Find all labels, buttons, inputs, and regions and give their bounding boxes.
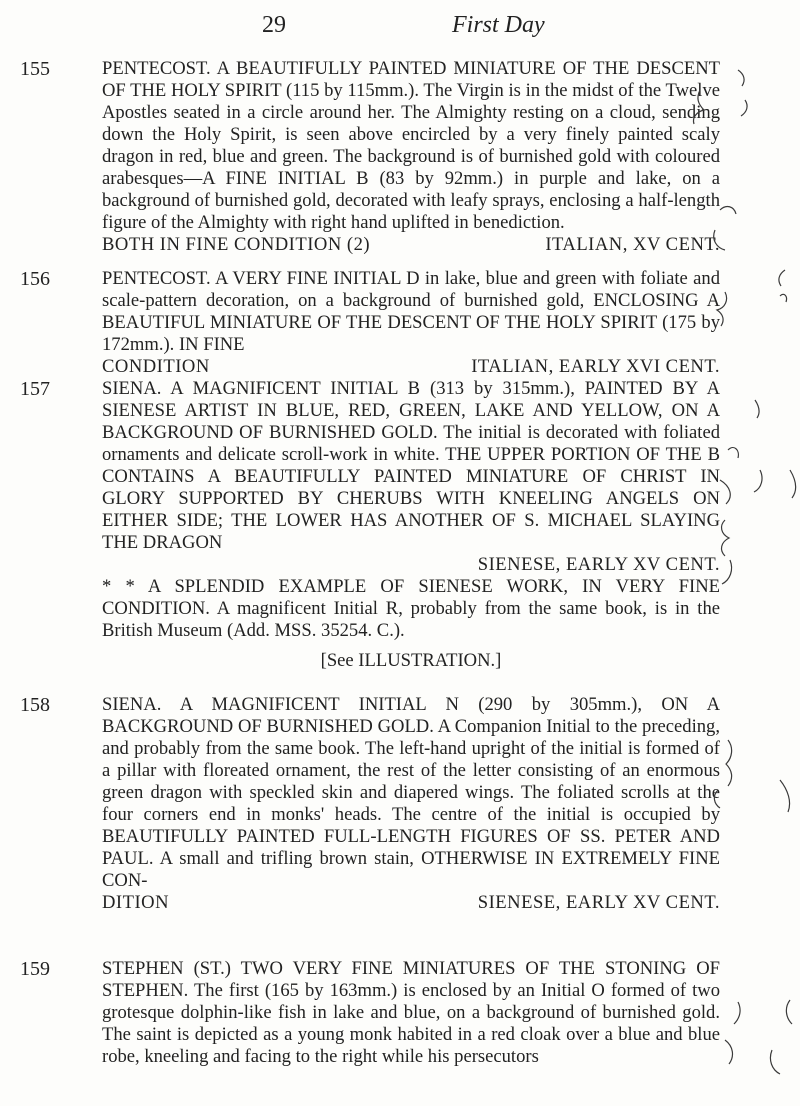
lot-number: 155 xyxy=(20,58,50,80)
condition-note: DITION xyxy=(102,892,170,913)
doodle-stroke xyxy=(714,207,785,286)
catalogue-entry xyxy=(20,268,720,378)
page-number: 29 xyxy=(262,12,286,38)
catalogue-entry xyxy=(20,58,720,256)
lot-number: 156 xyxy=(20,268,50,290)
attribution: ITALIAN, EARLY XVI CENT. xyxy=(471,356,720,377)
lot-number: 159 xyxy=(20,958,50,980)
doodle-stroke xyxy=(717,292,787,326)
catalogue-entry xyxy=(20,378,720,672)
attribution: SIENESE, EARLY XV CENT. xyxy=(477,554,720,575)
condition-note: BOTH IN FINE CONDITION (2) xyxy=(102,234,371,255)
entry-description: STEPHEN (ST.) TWO VERY FINE MINIATURES OF THE STONING OF STEPHEN. The first (165 by 163mm.) is enclosed by an Initial O formed of two grotesque dolphin-like fish in lake and blue, on a background of burnished gold. The saint is depicted as a young monk habited in a red cloak over a blue and blue robe, kneeling and facing to the right while his persecutors xyxy=(102,958,720,1067)
entry-description: PENTECOST. A BEAUTIFULLY PAINTED MINIATURE OF THE DESCENT OF THE HOLY SPIRIT (115 by 115mm.). The Virgin is in the midst of the Twelve Apostles seated in a circle around her. The Almighty resting on a cloud, sending down the Holy Spirit, is seen above encircled by a very finely painted scaly dragon in red, blue and green. The background is of burnished gold with coloured arabesques—A FINE INITIAL B (83 by 92mm.) in purple and lake, on a background of burnished gold, decorated with leafy sprays, enclosing a half-length figure of the Almighty with right hand uplifted in benediction. xyxy=(102,58,720,233)
doodle-stroke xyxy=(725,1000,792,1074)
illustration-reference: [See ILLUSTRATION.] xyxy=(320,650,502,671)
catalogue-entry xyxy=(20,958,720,1068)
doodle-stroke xyxy=(714,740,789,812)
entry-tail xyxy=(102,356,720,378)
catalogue-entry xyxy=(20,694,720,914)
attribution: ITALIAN, XV CENT. xyxy=(545,234,720,255)
entry-tail xyxy=(102,892,720,914)
lot-number: 158 xyxy=(20,694,50,716)
entry-tail xyxy=(102,234,720,256)
condition-note: CONDITION xyxy=(102,356,210,377)
entry-note: * * A SPLENDID EXAMPLE OF SIENESE WORK, IN VERY FINE CONDITION. A magnificent Initial R, probably from the same book, is in the British Museum (Add. MSS. 35254. C.). xyxy=(102,576,720,641)
doodle-stroke xyxy=(722,520,732,584)
entry-tail xyxy=(102,554,720,576)
attribution: SIENESE, EARLY XV CENT. xyxy=(477,892,720,913)
lot-number: 157 xyxy=(20,378,50,400)
page-header xyxy=(0,12,800,44)
entry-description: SIENA. A MAGNIFICENT INITIAL N (290 by 305mm.), ON A BACKGROUND OF BURNISHED GOLD. A Companion Initial to the preceding, and probably from the same book. The left-hand upright of the initial is formed of a pillar with floreated ornament, the rest of the letter consisting of an enormous green dragon with speckled skin and diapered wings. The foliated scrolls at the four corners end in monks' heads. The centre of the initial is occupied by BEAUTIFULLY PAINTED FULL-LENGTH FIGURES OF SS. PETER AND PAUL. A small and trifling brown stain, OTHERWISE IN EXTREMELY FINE CON- xyxy=(102,694,720,891)
doodle-stroke xyxy=(720,400,796,504)
entry-description: SIENA. A MAGNIFICENT INITIAL B (313 by 315mm.), PAINTED BY A SIENESE ARTIST IN BLUE, RED, GREEN, LAKE AND YELLOW, ON A BACKGROUND OF BURNISHED GOLD. The initial is decorated with foliated ornaments and delicate scroll-work in white. THE UPPER PORTION OF THE B CONTAINS A BEAUTIFULLY PAINTED MINIATURE OF CHRIST IN GLORY SUPPORTED BY CHERUBS WITH KNEELING ANGELS ON EITHER SIDE; THE LOWER HAS ANOTHER OF S. MICHAEL SLAYING THE DRAGON xyxy=(102,378,720,553)
running-title: First Day xyxy=(452,12,545,38)
entry-description: PENTECOST. A VERY FINE INITIAL D in lake, blue and green with foliate and scale-pattern decoration, on a background of burnished gold, ENCLOSING A BEAUTIFUL MINIATURE OF THE DESCENT OF THE HOLY SPIRIT (175 by 172mm.). IN FINE xyxy=(102,268,720,355)
